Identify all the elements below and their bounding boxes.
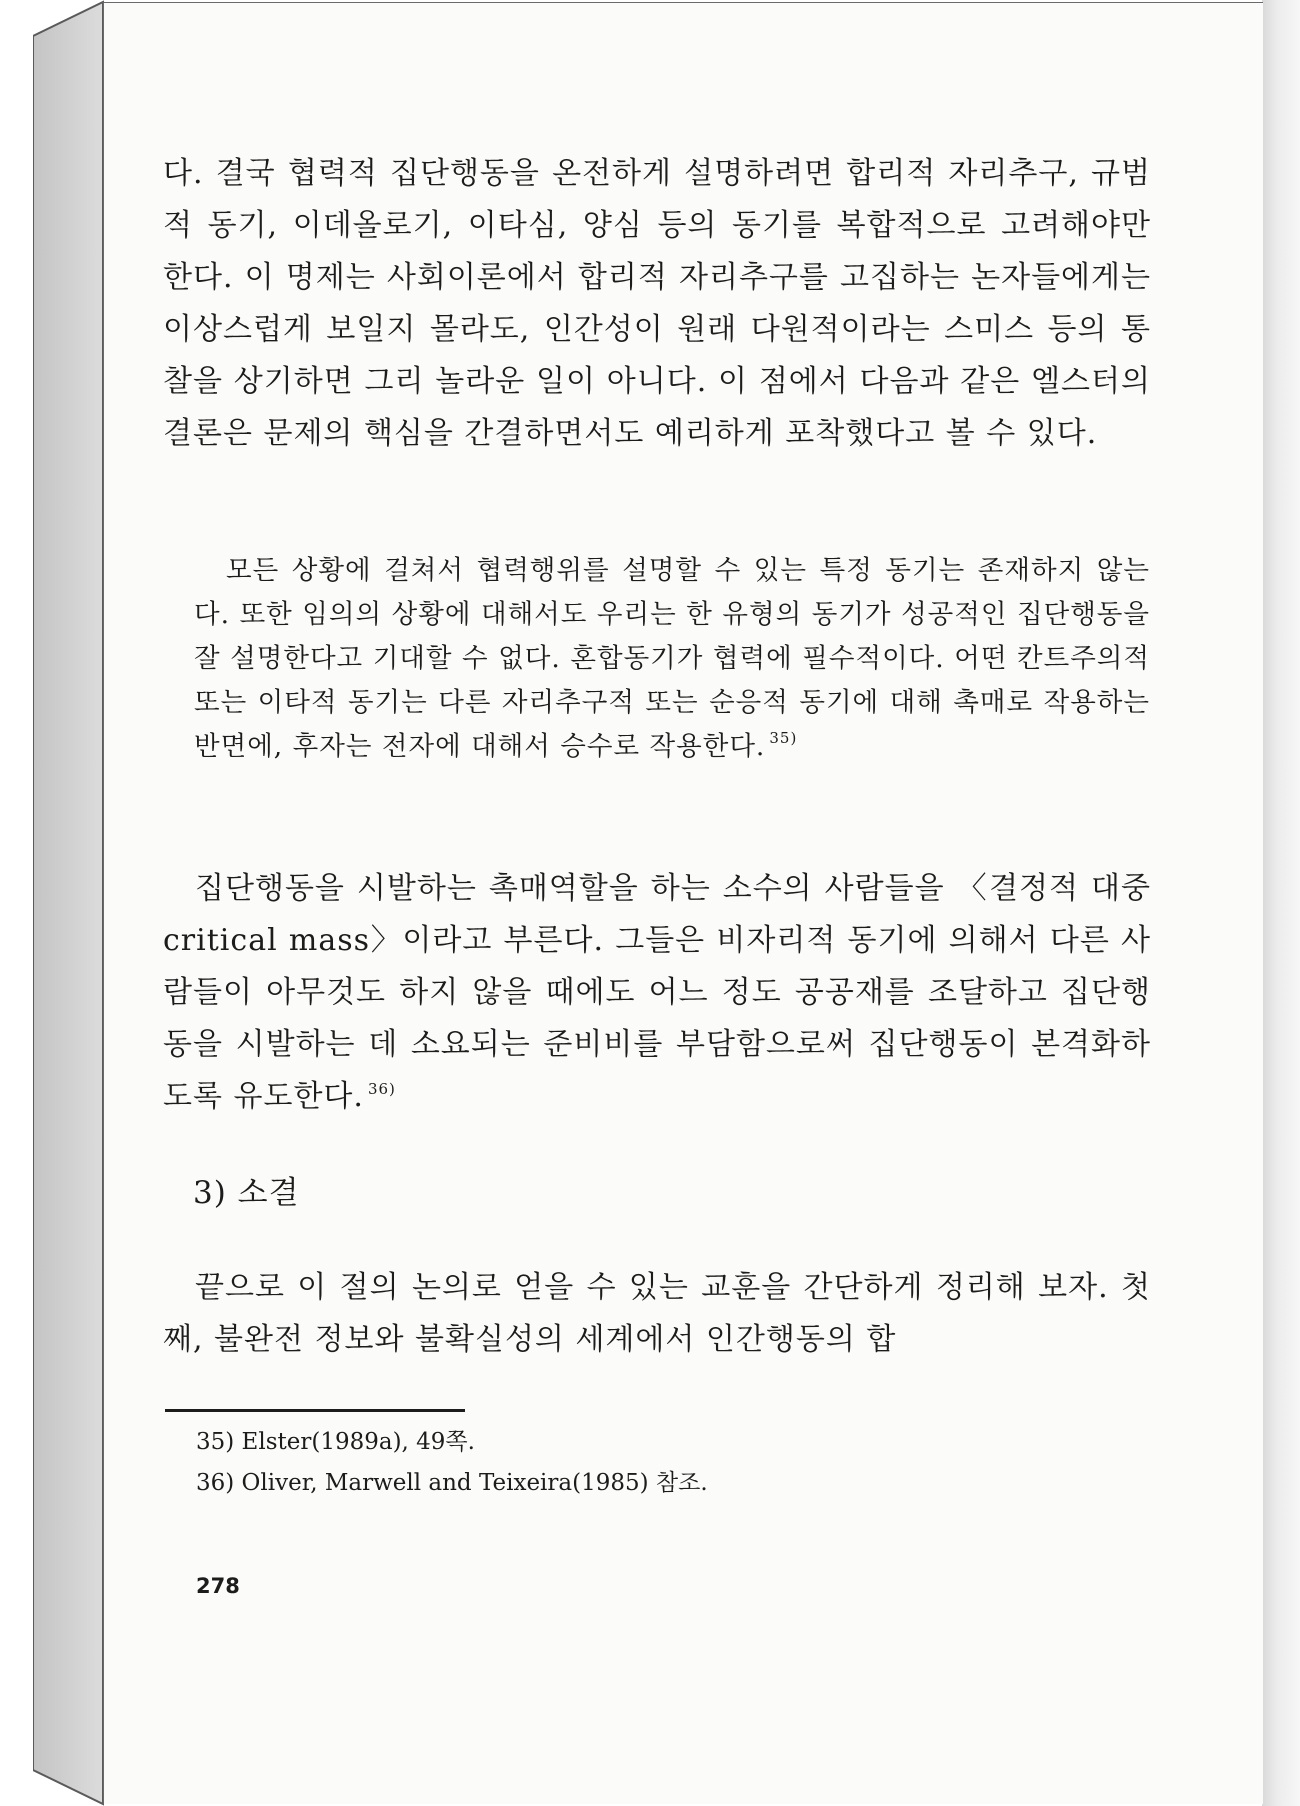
paragraph-text: 다. 결국 협력적 집단행동을 온전하게 설명하려면 합리적 자리추구, 규범적 동기, 이데올로기, 이타심, 양심 등의 동기를 복합적으로 고려해야만 한다. 이 명제는 사회이론에서 합리적 자리추구를 고집하는 논자들에게는 이상스럽게 보일지 몰라도, 인간성이 원래 다원적이라는 스미스 등의 통찰을 상기하면 그리 놀라운 일이 아니다. 이 점에서 다음과 같은 엘스터의 결론은 문제의 핵심을 간결하면서도 예리하게 포착했다고 볼 수 있다.: [163, 156, 1151, 451]
paragraph-text: 끝으로 이 절의 논의로 얻을 수 있는 교훈을 간단하게 정리해 보자. 첫째, 불완전 정보와 불확실성의 세계에서 인간행동의 합: [163, 1270, 1151, 1357]
footnote-divider: [165, 1409, 465, 1412]
block-quote: [194, 549, 1150, 769]
body-paragraph-1: [163, 148, 1151, 460]
quote-text: 모든 상황에 걸쳐서 협력행위를 설명할 수 있는 특정 동기는 존재하지 않는다. 또한 임의의 상황에 대해서도 우리는 한 유형의 동기가 성공적인 집단행동을 잘 설명한다고 기대할 수 없다. 혼합동기가 협력에 필수적이다. 어떤 칸트주의적 또는 이타적 동기는 다른 자리추구적 또는 순응적 동기에 대해 촉매로 작용하는 반면에, 후자는 전자에 대해서 승수로 작용한다.: [194, 555, 1150, 762]
footnote-35: 35) Elster(1989a), 49쪽.: [196, 1429, 475, 1455]
paragraph-text: 집단행동을 시발하는 촉매역할을 하는 소수의 사람들을 〈결정적 대중 critical mass〉이라고 부른다. 그들은 비자리적 동기에 의해서 다른 사람들이 아무것도 하지 않을 때에도 어느 정도 공공재를 조달하고 집단행동을 시발하는 데 소요되는 준비비를 부담함으로써 집단행동이 본격화하도록 유도한다.: [163, 871, 1151, 1114]
body-paragraph-3: [163, 1262, 1151, 1366]
footnote-ref-36: 36): [367, 1080, 396, 1098]
section-heading: 3) 소결: [193, 1175, 300, 1211]
page-number: 278: [196, 1574, 240, 1598]
page-shadow: [1262, 0, 1300, 1806]
footnote-ref-35: 35): [769, 729, 798, 747]
body-paragraph-2: [163, 863, 1151, 1123]
footnote-36: 36) Oliver, Marwell and Teixeira(1985) 참조.: [196, 1470, 708, 1496]
footnotes: [196, 1422, 1096, 1504]
